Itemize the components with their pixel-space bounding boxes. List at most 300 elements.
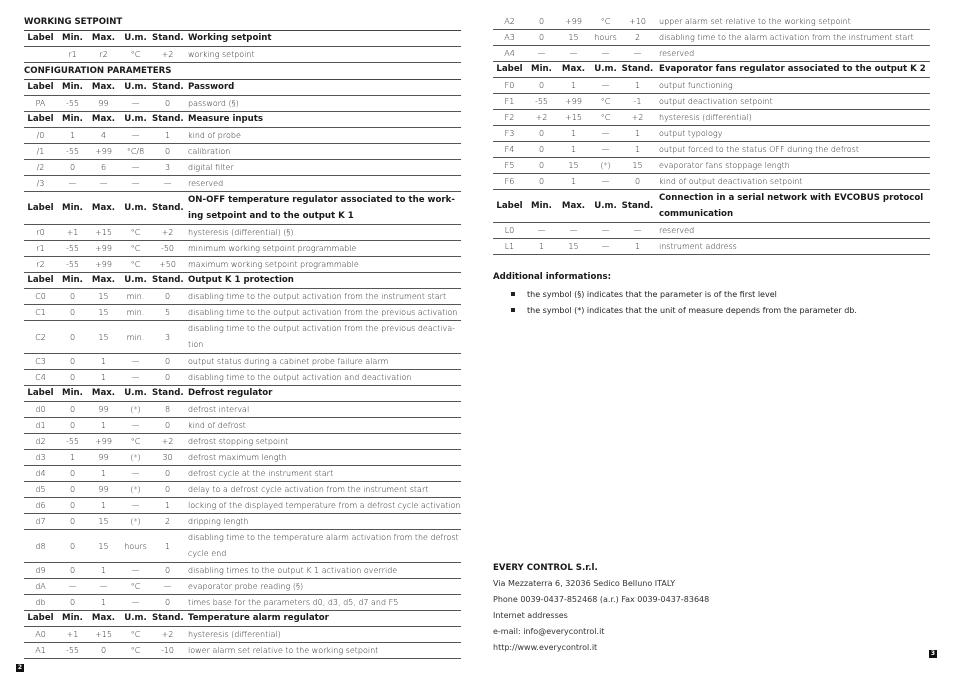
column-header-um: U.m.	[590, 190, 621, 223]
table-row	[24, 514, 461, 530]
param-description	[183, 418, 461, 434]
param-min: 0	[526, 78, 557, 94]
param-description	[183, 434, 461, 450]
param-description	[654, 223, 930, 239]
column-header-label: Label	[24, 112, 57, 128]
param-description	[183, 305, 461, 321]
param-standard: +2	[152, 225, 183, 241]
param-standard: 0	[152, 466, 183, 482]
param-min: 0	[57, 305, 88, 321]
param-min: 0	[57, 595, 88, 611]
param-unit: —	[590, 46, 621, 62]
description-text: disabling time to the output activation from the instrument start	[188, 292, 447, 301]
param-standard: 1	[152, 498, 183, 514]
param-label: A1	[24, 643, 57, 659]
column-header-min: Min.	[57, 386, 88, 402]
column-header-max: Max.	[88, 273, 119, 289]
param-label: d3	[24, 450, 57, 466]
column-header-um: U.m.	[119, 611, 152, 627]
param-max: 99	[88, 402, 119, 418]
param-min: +1	[57, 225, 88, 241]
description-text: hysteresis (differential)	[188, 630, 281, 639]
working-setpoint-title: WORKING SETPOINT	[24, 14, 461, 31]
param-standard: 0	[152, 563, 183, 579]
param-unit: °C	[590, 14, 621, 30]
description-text: times base for the parameters d0, d3, d5, d7 and F5	[188, 598, 399, 607]
column-header-label: Label	[493, 62, 526, 78]
description-text: minimum working setpoint programmable	[188, 244, 357, 253]
param-description	[183, 257, 461, 273]
table-row	[24, 579, 461, 595]
column-header-label: Label	[24, 80, 57, 96]
table-row	[493, 46, 930, 62]
param-max: 1	[88, 498, 119, 514]
param-label: d0	[24, 402, 57, 418]
section-title	[183, 192, 461, 225]
param-max: 15	[88, 321, 119, 354]
description-text: instrument address	[659, 242, 737, 251]
table-row	[24, 434, 461, 450]
table-row	[24, 160, 461, 176]
column-header-stand: Stand.	[152, 112, 183, 128]
param-unit: —	[119, 595, 152, 611]
section-title-text: Measure inputs	[188, 114, 264, 124]
param-standard: -1	[621, 94, 654, 110]
param-max: 1	[88, 370, 119, 386]
param-description	[183, 643, 461, 659]
param-max: 99	[88, 450, 119, 466]
param-label: A4	[493, 46, 526, 62]
param-description	[183, 354, 461, 370]
param-unit: —	[119, 498, 152, 514]
param-label: F5	[493, 158, 526, 174]
param-description	[183, 498, 461, 514]
table-row	[24, 595, 461, 611]
description-text: reserved	[659, 226, 695, 235]
param-min: 0	[57, 370, 88, 386]
column-header-stand: Stand.	[621, 190, 654, 223]
param-standard: 0	[152, 595, 183, 611]
param-standard: 1	[621, 126, 654, 142]
param-standard: +2	[152, 434, 183, 450]
param-unit: °C	[119, 257, 152, 273]
table-row	[493, 126, 930, 142]
table-row	[24, 482, 461, 498]
param-min: 1	[526, 239, 557, 255]
param-max: 1	[557, 142, 590, 158]
column-header-min: Min.	[57, 80, 88, 96]
param-unit: °C	[119, 643, 152, 659]
column-header-stand: Stand.	[152, 80, 183, 96]
param-min: -55	[57, 257, 88, 273]
column-header-stand: Stand.	[152, 192, 183, 225]
column-header-max: Max.	[557, 190, 590, 223]
param-min: 0	[526, 142, 557, 158]
table-row	[493, 174, 930, 190]
param-description	[654, 94, 930, 110]
column-header-min: Min.	[57, 192, 88, 225]
param-min: 0	[57, 563, 88, 579]
param-label: /3	[24, 176, 57, 192]
column-header-min: Min.	[526, 190, 557, 223]
additional-info-title: Additional informations:	[493, 272, 612, 282]
param-description	[654, 126, 930, 142]
param-standard: —	[621, 46, 654, 62]
column-header-max: Max.	[88, 31, 119, 47]
table-row	[493, 158, 930, 174]
description-text: kind of output deactivation setpoint	[659, 177, 803, 186]
column-header-um: U.m.	[119, 192, 152, 225]
table-row	[493, 223, 930, 239]
param-min: -55	[57, 643, 88, 659]
param-max: 15	[88, 530, 119, 563]
param-label: C0	[24, 289, 57, 305]
bullet-icon	[511, 308, 515, 312]
param-min: 0	[526, 158, 557, 174]
section-title-text: ON-OFF temperature regulator associated to the work-	[188, 195, 455, 205]
column-header-min: Min.	[57, 611, 88, 627]
param-standard: 8	[152, 402, 183, 418]
param-unit: —	[590, 126, 621, 142]
param-max: 15	[88, 305, 119, 321]
table-row	[24, 321, 461, 354]
description-text: disabling time to the output activation and deactivation	[188, 373, 412, 382]
param-max: +15	[557, 110, 590, 126]
param-min: 0	[57, 289, 88, 305]
param-min: r1	[57, 47, 88, 63]
description-text: upper alarm set relative to the working setpoint	[659, 17, 851, 26]
param-standard: 3	[152, 321, 183, 354]
table-header-row	[24, 386, 461, 402]
description-text: reserved	[188, 179, 224, 188]
param-max: 1	[88, 354, 119, 370]
param-standard: 5	[152, 305, 183, 321]
description-text: calibration	[188, 147, 231, 156]
company-phone: Phone 0039-0437-852468 (a.r.) Fax 0039-0437-83648	[493, 595, 710, 604]
param-description	[654, 110, 930, 126]
param-standard: 0	[152, 482, 183, 498]
table-header-row	[24, 31, 461, 47]
param-min: 0	[57, 530, 88, 563]
column-header-um: U.m.	[119, 386, 152, 402]
param-min: 0	[57, 482, 88, 498]
section-title	[183, 273, 461, 289]
section-title-continuation: communication	[659, 209, 734, 219]
section-title	[183, 31, 461, 47]
column-header-min: Min.	[57, 112, 88, 128]
param-description	[654, 46, 930, 62]
param-description	[183, 450, 461, 466]
param-unit: —	[590, 223, 621, 239]
param-label: A0	[24, 627, 57, 643]
param-description	[654, 239, 930, 255]
param-description	[183, 96, 461, 112]
description-text: disabling times to the output K 1 activation override	[188, 566, 398, 575]
column-header-um: U.m.	[119, 112, 152, 128]
table-header-row	[24, 80, 461, 96]
param-unit: min.	[119, 321, 152, 354]
param-standard: +2	[621, 110, 654, 126]
description-continuation: cycle end	[188, 549, 227, 558]
table-row	[493, 14, 930, 30]
column-header-min: Min.	[526, 62, 557, 78]
param-description	[654, 30, 930, 46]
param-max: 4	[88, 128, 119, 144]
param-label: L1	[493, 239, 526, 255]
section-title	[183, 611, 461, 627]
column-header-stand: Stand.	[152, 31, 183, 47]
column-header-stand: Stand.	[152, 611, 183, 627]
param-label: /2	[24, 160, 57, 176]
param-standard: -10	[152, 643, 183, 659]
param-label: d9	[24, 563, 57, 579]
param-min: 0	[57, 498, 88, 514]
param-unit: —	[119, 418, 152, 434]
table-row	[24, 498, 461, 514]
company-website-link[interactable]: http://www.everycontrol.it	[493, 643, 598, 652]
param-max: 99	[88, 96, 119, 112]
param-min: 0	[57, 321, 88, 354]
section-title-continuation: ing setpoint and to the output K 1	[188, 211, 354, 221]
column-header-stand: Stand.	[152, 273, 183, 289]
table-row	[24, 176, 461, 192]
param-standard: 1	[621, 239, 654, 255]
param-label: F2	[493, 110, 526, 126]
table-row	[24, 257, 461, 273]
param-standard: 0	[152, 289, 183, 305]
param-description	[654, 174, 930, 190]
description-text: output deactivation setpoint	[659, 97, 773, 106]
param-label: d4	[24, 466, 57, 482]
param-unit: —	[119, 160, 152, 176]
param-standard: +2	[152, 47, 183, 63]
company-email-link[interactable]: e-mail: info@everycontrol.it	[493, 627, 605, 636]
param-label: d5	[24, 482, 57, 498]
description-text: output status during a cabinet probe failure alarm	[188, 357, 389, 366]
param-label: d2	[24, 434, 57, 450]
param-max: 15	[557, 239, 590, 255]
param-standard: 30	[152, 450, 183, 466]
param-min: -55	[57, 96, 88, 112]
param-unit: —	[119, 354, 152, 370]
table-row	[24, 96, 461, 112]
table-row	[493, 30, 930, 46]
param-min: —	[57, 579, 88, 595]
param-description	[183, 482, 461, 498]
param-min: -55	[57, 144, 88, 160]
table-row	[24, 47, 461, 63]
column-header-label: Label	[24, 31, 57, 47]
description-text: disabling time to the output activation from the previous activation	[188, 308, 458, 317]
param-unit: min.	[119, 289, 152, 305]
param-standard: +10	[621, 14, 654, 30]
param-min: +1	[57, 627, 88, 643]
param-description	[183, 370, 461, 386]
param-standard: 15	[621, 158, 654, 174]
additional-info-list	[493, 287, 930, 319]
param-unit: °C	[590, 110, 621, 126]
param-description	[183, 176, 461, 192]
param-max: r2	[88, 47, 119, 63]
description-text: reserved	[659, 49, 695, 58]
right-page	[493, 14, 930, 319]
param-description	[654, 158, 930, 174]
internet-label: Internet addresses	[493, 611, 568, 620]
param-label: F0	[493, 78, 526, 94]
column-header-max: Max.	[88, 112, 119, 128]
table-row	[24, 370, 461, 386]
param-unit: °C	[119, 627, 152, 643]
param-unit: —	[590, 239, 621, 255]
description-text: defrost cycle at the instrument start	[188, 469, 334, 478]
param-label: C4	[24, 370, 57, 386]
description-text: kind of probe	[188, 131, 241, 140]
table-header-row	[493, 62, 930, 78]
param-description	[183, 241, 461, 257]
param-min: —	[526, 223, 557, 239]
param-standard: —	[152, 176, 183, 192]
description-text: digital filter	[188, 163, 234, 172]
param-min: 0	[57, 514, 88, 530]
param-unit: —	[590, 174, 621, 190]
param-max: 99	[88, 482, 119, 498]
param-unit: —	[119, 466, 152, 482]
param-unit: —	[119, 370, 152, 386]
param-standard: —	[621, 223, 654, 239]
param-unit: °C	[119, 579, 152, 595]
param-max: —	[557, 223, 590, 239]
param-unit: —	[119, 563, 152, 579]
param-label: d7	[24, 514, 57, 530]
param-min: 0	[526, 174, 557, 190]
param-min: —	[57, 176, 88, 192]
table-row	[24, 225, 461, 241]
param-max: +99	[88, 257, 119, 273]
param-description	[183, 144, 461, 160]
description-continuation: tion	[188, 340, 204, 349]
section-title	[654, 62, 930, 78]
working-setpoint-table	[24, 31, 461, 63]
param-description	[183, 402, 461, 418]
table-header-row	[24, 611, 461, 627]
param-min: -55	[57, 241, 88, 257]
param-description	[183, 514, 461, 530]
param-label: A3	[493, 30, 526, 46]
table-row	[493, 142, 930, 158]
param-label: F3	[493, 126, 526, 142]
description-text: maximum working setpoint programmable	[188, 260, 359, 269]
description-text: working setpoint	[188, 50, 255, 59]
section-title	[183, 80, 461, 96]
table-row	[24, 530, 461, 563]
param-max: +99	[557, 94, 590, 110]
param-description	[183, 160, 461, 176]
param-unit: —	[119, 128, 152, 144]
table-row	[24, 402, 461, 418]
parameters-table-continued	[493, 14, 930, 255]
param-description	[654, 142, 930, 158]
param-unit: °C/8	[119, 144, 152, 160]
note-item: the symbol (§) indicates that the parameter is of the first level	[493, 287, 930, 303]
section-title	[183, 386, 461, 402]
param-standard: 0	[152, 354, 183, 370]
param-standard: 0	[152, 418, 183, 434]
param-standard: 2	[621, 30, 654, 46]
table-row	[493, 110, 930, 126]
param-max: +99	[557, 14, 590, 30]
table-row	[24, 305, 461, 321]
description-text: disabling time to the temperature alarm activation from the defrost	[188, 533, 459, 542]
section-title	[654, 190, 930, 223]
page-number-right: 3	[930, 650, 936, 657]
description-text: evaporator probe reading (§)	[188, 582, 304, 591]
param-max: 0	[88, 643, 119, 659]
section-title-text: Working setpoint	[188, 33, 272, 43]
param-min: —	[526, 46, 557, 62]
param-unit: —	[119, 176, 152, 192]
param-unit: —	[590, 78, 621, 94]
description-text: defrost stopping setpoint	[188, 437, 289, 446]
param-standard: 1	[152, 530, 183, 563]
description-text: dripping length	[188, 517, 249, 526]
column-header-label: Label	[24, 386, 57, 402]
param-description	[183, 47, 461, 63]
param-unit: —	[590, 142, 621, 158]
param-description	[654, 78, 930, 94]
description-text: output forced to the status OFF during the defrost	[659, 145, 859, 154]
param-min: -55	[526, 94, 557, 110]
param-min: 0	[526, 126, 557, 142]
param-max: 15	[557, 30, 590, 46]
param-description	[183, 128, 461, 144]
table-row	[24, 418, 461, 434]
param-description	[654, 14, 930, 30]
param-unit: (*)	[119, 482, 152, 498]
section-title-text: Evaporator fans regulator associated to the output K 2	[659, 64, 926, 74]
param-unit: hours	[119, 530, 152, 563]
column-header-max: Max.	[557, 62, 590, 78]
param-max: 15	[88, 514, 119, 530]
section-title-text: Defrost regulator	[188, 388, 273, 398]
table-header-row	[24, 273, 461, 289]
param-label: C3	[24, 354, 57, 370]
param-standard: 0	[621, 174, 654, 190]
param-max: —	[88, 579, 119, 595]
param-unit: (*)	[119, 402, 152, 418]
param-standard: 1	[621, 78, 654, 94]
column-header-um: U.m.	[590, 62, 621, 78]
param-unit: °C	[590, 94, 621, 110]
column-header-stand: Stand.	[621, 62, 654, 78]
column-header-label: Label	[493, 190, 526, 223]
param-description	[183, 321, 461, 354]
param-max: —	[557, 46, 590, 62]
description-text: delay to a defrost cycle activation from the instrument start	[188, 485, 429, 494]
param-standard: 3	[152, 160, 183, 176]
param-label: d1	[24, 418, 57, 434]
param-min: 0	[57, 160, 88, 176]
param-min: 0	[57, 354, 88, 370]
param-standard: —	[152, 579, 183, 595]
param-label: F6	[493, 174, 526, 190]
param-label: r2	[24, 257, 57, 273]
column-header-max: Max.	[88, 611, 119, 627]
param-max: 1	[88, 563, 119, 579]
description-text: evaporator fans stoppage length	[659, 161, 790, 170]
param-label: db	[24, 595, 57, 611]
param-description	[183, 289, 461, 305]
param-standard: 2	[152, 514, 183, 530]
